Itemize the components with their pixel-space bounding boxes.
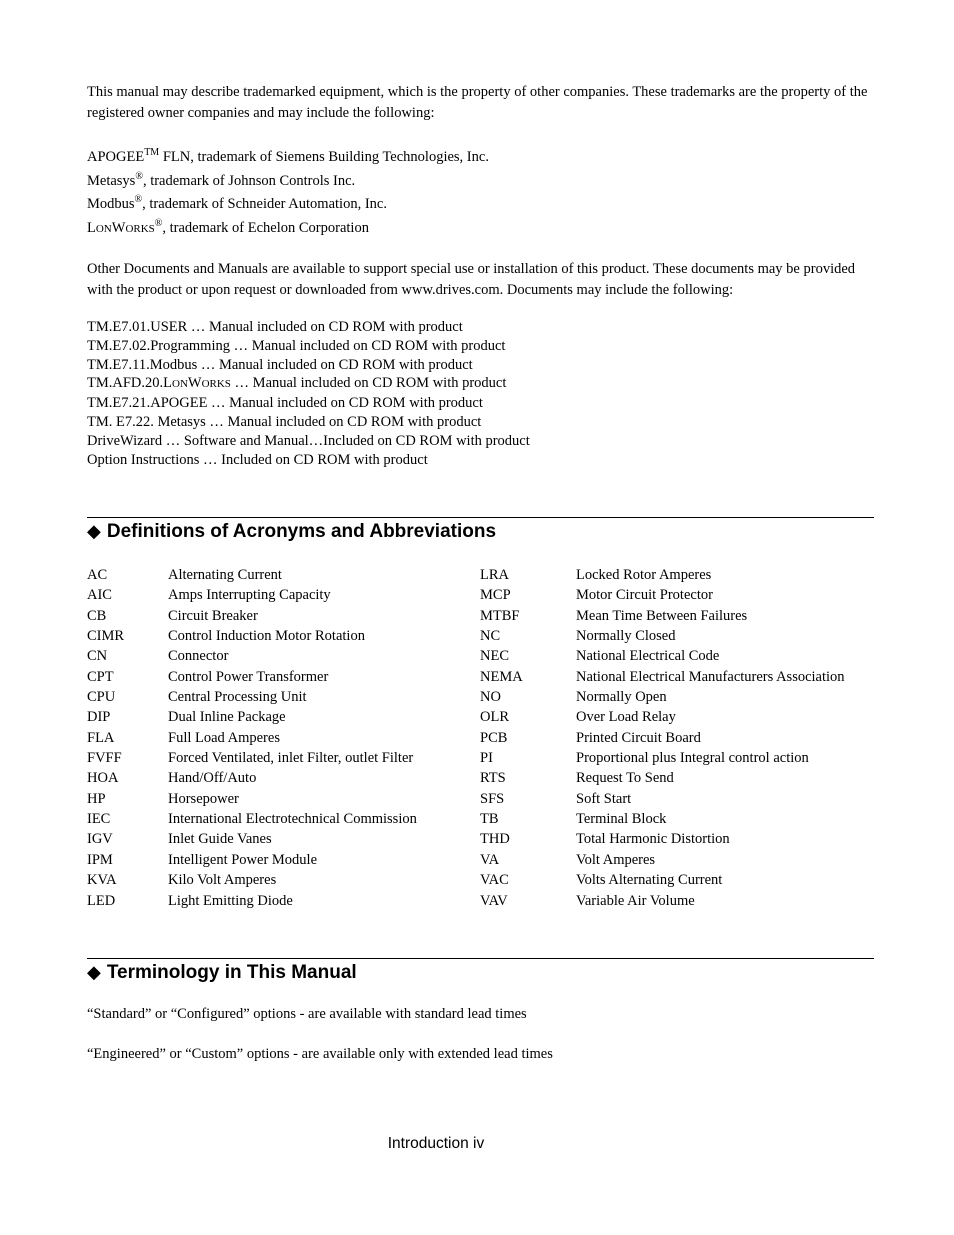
acronym-abbreviation: MCP	[480, 587, 511, 604]
acronyms-right-column	[480, 565, 874, 911]
document-item: TM.E7.01.USER … Manual included on CD ROM with product	[87, 319, 463, 335]
acronym-row	[480, 687, 874, 707]
acronym-row	[87, 891, 480, 911]
acronym-abbreviation: CIMR	[87, 628, 125, 645]
acronym-definition: International Electrotechnical Commission	[168, 811, 417, 828]
acronym-abbreviation: THD	[480, 831, 510, 848]
acronym-row	[87, 768, 480, 788]
acronym-row	[480, 870, 874, 890]
acronym-row	[87, 667, 480, 687]
acronym-row	[480, 829, 874, 849]
acronym-row	[87, 626, 480, 646]
acronym-definition: Circuit Breaker	[168, 607, 258, 624]
diamond-bullet-icon: ◆	[87, 521, 101, 541]
trademark-list	[87, 146, 489, 241]
acronym-definition: Volts Alternating Current	[576, 872, 723, 889]
terminology-section-heading: ◆ Terminology in This Manual	[87, 962, 357, 983]
trademark-name: Modbus	[87, 196, 135, 212]
acronym-row	[480, 707, 874, 727]
acronym-abbreviation: HP	[87, 790, 106, 807]
acronym-abbreviation: FLA	[87, 729, 115, 746]
acronym-definition: Variable Air Volume	[576, 892, 695, 909]
acronym-row	[480, 850, 874, 870]
acronym-definition: Alternating Current	[168, 567, 282, 583]
terminology-standard-line: “Standard” or “Configured” options - are available with standard lead times	[87, 1006, 527, 1022]
acronym-definition: Locked Rotor Amperes	[576, 567, 712, 583]
acronym-definition: Request To Send	[576, 770, 674, 787]
trademark-item	[87, 217, 489, 242]
section-divider	[87, 517, 874, 518]
acronym-row	[480, 748, 874, 768]
acronym-abbreviation: IGV	[87, 831, 113, 848]
acronym-definition: National Electrical Code	[576, 648, 720, 665]
acronym-abbreviation: CB	[87, 607, 107, 624]
acronym-definition: Kilo Volt Amperes	[168, 872, 277, 889]
diamond-bullet-icon: ◆	[87, 962, 101, 982]
trademark-item	[87, 146, 489, 170]
document-item: DriveWizard … Software and Manual…Included on CD ROM with product	[87, 432, 530, 449]
acronym-abbreviation: AIC	[87, 587, 112, 604]
acronym-row	[87, 748, 480, 768]
acronym-definition: Total Harmonic Distortion	[576, 831, 730, 848]
acronym-abbreviation: HOA	[87, 770, 119, 787]
acronym-row	[480, 585, 874, 605]
acronym-abbreviation: CN	[87, 648, 108, 665]
acronym-definition: Connector	[168, 648, 229, 665]
acronym-row	[480, 565, 874, 585]
acronym-definition: Intelligent Power Module	[168, 851, 318, 868]
acronyms-left-column	[87, 565, 480, 911]
acronym-abbreviation: NEC	[480, 648, 509, 665]
document-item: TM.E7.11.Modbus … Manual included on CD ROM with product	[87, 356, 473, 373]
acronym-abbreviation: NC	[480, 628, 501, 645]
acronym-row	[87, 687, 480, 707]
acronym-definition: Hand/Off/Auto	[168, 770, 257, 787]
acronym-row	[87, 870, 480, 890]
acronym-abbreviation: SFS	[480, 790, 505, 807]
acronym-definition: Printed Circuit Board	[576, 729, 701, 746]
acronym-definition: Horsepower	[168, 790, 239, 807]
acronym-abbreviation: AC	[87, 567, 108, 583]
acronym-abbreviation: PCB	[480, 729, 508, 746]
terminology-engineered-line: “Engineered” or “Custom” options - are available only with extended lead times	[87, 1046, 553, 1062]
acronym-definition: Forced Ventilated, inlet Filter, outlet Filter	[168, 750, 414, 767]
trademark-mark: ®	[135, 170, 143, 182]
acronym-row	[87, 707, 480, 727]
acronym-row	[87, 809, 480, 829]
acronym-abbreviation: MTBF	[480, 607, 520, 624]
trademark-name: LONWORKS	[87, 219, 155, 236]
trademark-mark: TM	[144, 147, 160, 159]
acronym-row	[480, 646, 874, 666]
acronym-definition: Soft Start	[576, 790, 632, 807]
acronym-abbreviation: NO	[480, 689, 501, 706]
document-item: TM.E7.02.Programming … Manual included on CD ROM with product	[87, 337, 506, 354]
trademark-name: APOGEE	[87, 149, 145, 165]
acronym-definition: Light Emitting Diode	[168, 892, 293, 909]
acronym-definition: Full Load Amperes	[168, 729, 280, 746]
acronym-row	[480, 789, 874, 809]
acronym-row	[87, 585, 480, 605]
acronym-row	[480, 891, 874, 911]
page-footer: Introduction iv	[387, 1135, 485, 1152]
acronym-definition: Mean Time Between Failures	[576, 607, 748, 624]
acronym-abbreviation: VAV	[480, 892, 508, 909]
document-item: TM. E7.22. Metasys … Manual included on CD ROM with product	[87, 413, 482, 430]
acronym-abbreviation: IEC	[87, 811, 111, 828]
acronym-definition: Over Load Relay	[576, 709, 676, 726]
acronym-abbreviation: FVFF	[87, 750, 122, 767]
acronym-row	[87, 606, 480, 626]
acronym-definition: Normally Closed	[576, 628, 676, 645]
acronym-definition: Control Induction Motor Rotation	[168, 628, 365, 645]
acronym-abbreviation: VAC	[480, 872, 509, 889]
acronym-definition: Volt Amperes	[576, 851, 656, 868]
document-item: Option Instructions … Included on CD ROM with product	[87, 451, 428, 468]
acronym-definition: Normally Open	[576, 689, 667, 706]
trademark-owner: , trademark of Schneider Automation, Inc.	[142, 196, 387, 212]
acronym-abbreviation: VA	[480, 851, 500, 868]
acronym-abbreviation: LRA	[480, 567, 509, 583]
acronym-row	[480, 667, 874, 687]
acronym-definition: Inlet Guide Vanes	[168, 831, 272, 848]
document-item: TM.E7.21.APOGEE … Manual included on CD ROM with product	[87, 395, 483, 412]
acronym-row	[480, 626, 874, 646]
acronym-abbreviation: TB	[480, 811, 499, 828]
acronym-definition: Dual Inline Package	[168, 709, 286, 726]
acronym-row	[87, 829, 480, 849]
trademark-owner: , trademark of Johnson Controls Inc.	[142, 172, 356, 189]
trademark-mark: ®	[134, 194, 143, 206]
trademark-item	[87, 193, 489, 217]
acronym-definition: Control Power Transformer	[168, 668, 329, 685]
acronym-row	[87, 789, 480, 809]
trademark-mark: ®	[154, 217, 163, 229]
trademark-item	[87, 170, 489, 194]
acronym-row	[480, 728, 874, 748]
acronym-abbreviation: RTS	[480, 770, 506, 787]
trademark-owner: , trademark of Echelon Corporation	[162, 219, 369, 236]
acronym-abbreviation: OLR	[480, 709, 509, 726]
document-list	[87, 318, 530, 469]
acronym-definition: Amps Interrupting Capacity	[168, 587, 331, 604]
acronym-definition: Motor Circuit Protector	[576, 587, 713, 604]
acronym-row	[87, 728, 480, 748]
section-divider	[87, 958, 874, 959]
acronym-abbreviation: NEMA	[480, 668, 523, 685]
acronym-row	[87, 565, 480, 585]
acronym-abbreviation: CPT	[87, 668, 114, 685]
acronym-abbreviation: PI	[480, 750, 493, 767]
acronym-abbreviation: DIP	[87, 709, 111, 726]
acronym-row	[87, 646, 480, 666]
acronym-row	[480, 768, 874, 788]
acronym-abbreviation: KVA	[87, 872, 117, 889]
acronym-definition: Terminal Block	[576, 811, 667, 828]
acronym-row	[87, 850, 480, 870]
trademark-intro-paragraph: This manual may describe trademarked equipment, which is the property of other companies. These trademarks are the property of the registered owner companies and may include the following:	[87, 84, 868, 121]
acronym-abbreviation: LED	[87, 892, 116, 909]
acronym-abbreviation: IPM	[87, 851, 113, 868]
trademark-owner: FLN, trademark of Siemens Building Technologies, Inc.	[159, 149, 489, 165]
document-item: TM.AFD.20.LONWORKS … Manual included on CD ROM with product	[87, 375, 507, 392]
acronym-definition: National Electrical Manufacturers Association	[576, 668, 845, 685]
acronym-abbreviation: CPU	[87, 689, 116, 706]
trademark-name: Metasys	[87, 172, 136, 189]
other-documents-paragraph: Other Documents and Manuals are available to support special use or installation of this product. These documents may be provided with the product or upon request or downloaded from www.drives.com. Documents may include the following:	[87, 261, 856, 298]
acronym-definition: Central Processing Unit	[168, 689, 307, 706]
acronym-definition: Proportional plus Integral control action	[576, 750, 809, 767]
acronyms-section-heading: ◆ Definitions of Acronyms and Abbreviations	[87, 521, 497, 542]
acronym-row	[480, 809, 874, 829]
acronym-row	[480, 606, 874, 626]
